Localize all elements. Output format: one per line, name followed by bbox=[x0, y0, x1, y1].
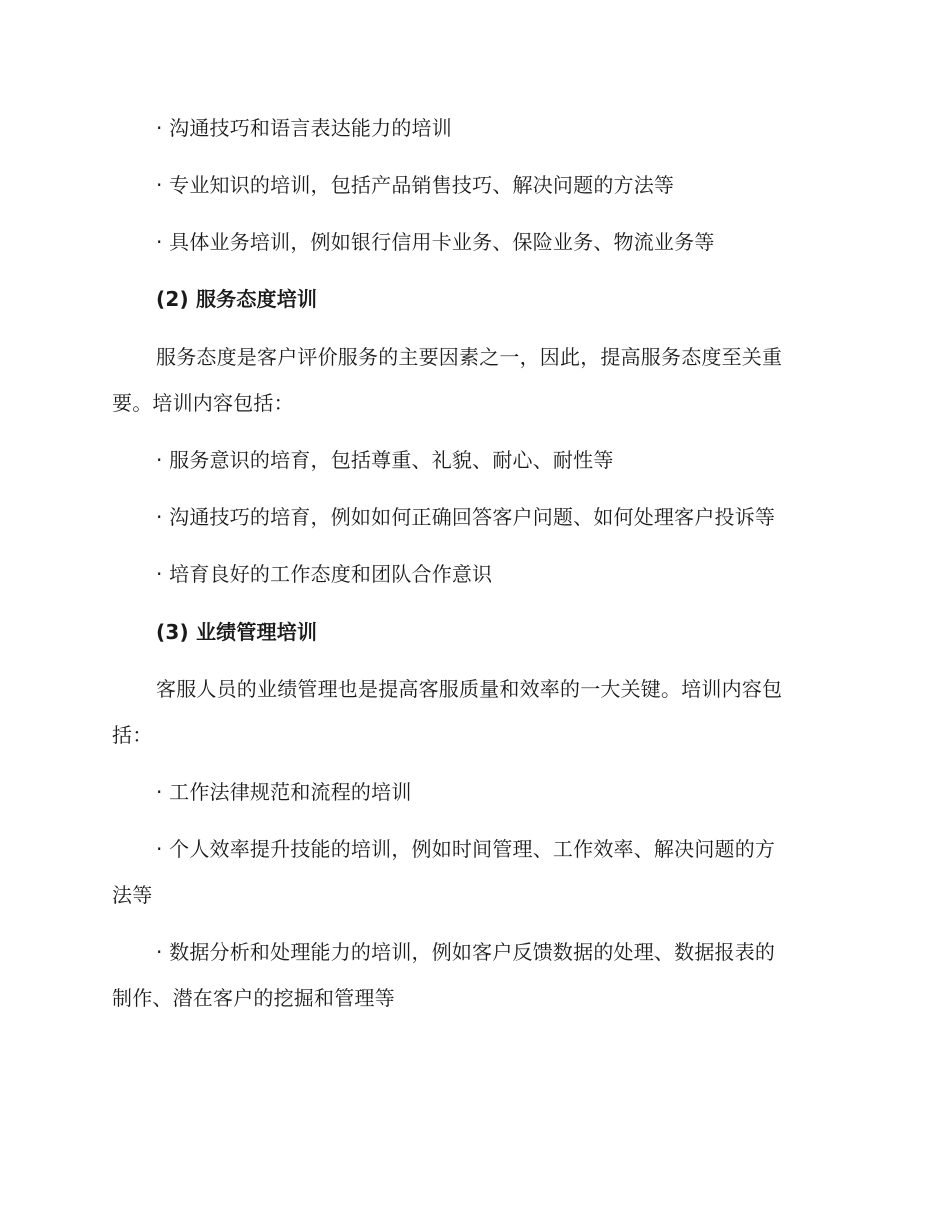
bullet-professional-knowledge: · 专业知识的培训，包括产品销售技巧、解决问题的方法等 bbox=[156, 173, 675, 197]
paragraph-service-attitude-line2: 要。培训内容包括： bbox=[112, 391, 294, 415]
bullet-personal-efficiency-line1: · 个人效率提升技能的培训，例如时间管理、工作效率、解决问题的方 bbox=[156, 837, 776, 861]
paragraph-performance-line1: 客服人员的业绩管理也是提高客服质量和效率的一大关键。培训内容包 bbox=[156, 677, 783, 701]
bullet-communication-cultivation: · 沟通技巧的培育，例如如何正确回答客户问题、如何处理客户投诉等 bbox=[156, 505, 776, 529]
bullet-data-analysis-line2: 制作、潜在客户的挖掘和管理等 bbox=[112, 986, 395, 1010]
section-heading-service-attitude: (2) 服务态度培训 bbox=[156, 287, 318, 311]
bullet-work-attitude: · 培育良好的工作态度和团队合作意识 bbox=[156, 562, 493, 586]
bullet-data-analysis-line1: · 数据分析和处理能力的培训，例如客户反馈数据的处理、数据报表的 bbox=[156, 940, 776, 964]
section-heading-performance-management: (3) 业绩管理培训 bbox=[156, 620, 318, 644]
bullet-specific-business: · 具体业务培训，例如银行信用卡业务、保险业务、物流业务等 bbox=[156, 230, 715, 254]
bullet-legal-norms: · 工作法律规范和流程的培训 bbox=[156, 780, 412, 804]
paragraph-performance-line2: 括： bbox=[112, 723, 153, 747]
bullet-service-awareness: · 服务意识的培育，包括尊重、礼貌、耐心、耐性等 bbox=[156, 448, 614, 472]
bullet-personal-efficiency-line2: 法等 bbox=[112, 883, 153, 907]
paragraph-service-attitude-line1: 服务态度是客户评价服务的主要因素之一，因此，提高服务态度至关重 bbox=[156, 345, 783, 369]
bullet-communication-skills: · 沟通技巧和语言表达能力的培训 bbox=[156, 116, 452, 140]
